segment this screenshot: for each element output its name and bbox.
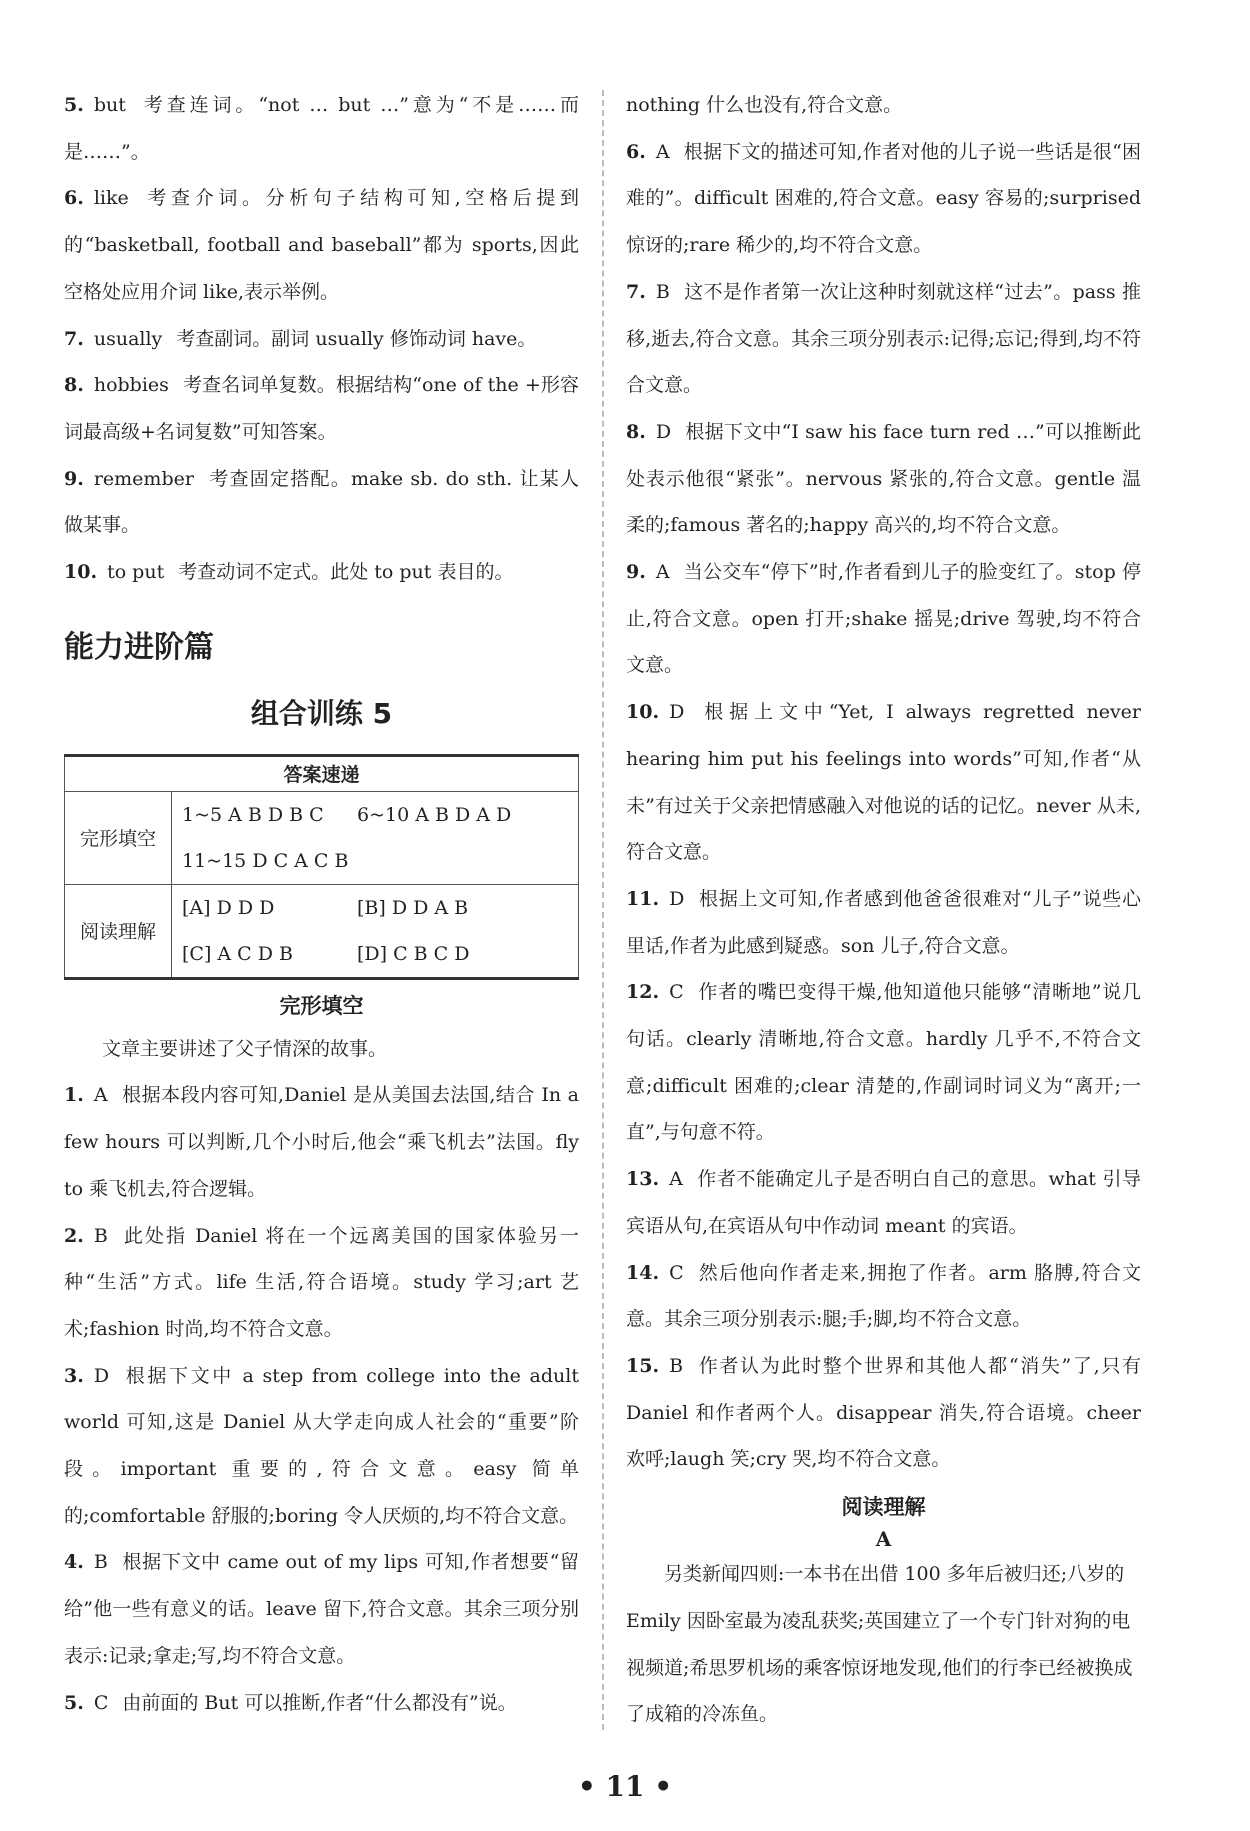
- answer-item: [626, 269, 1141, 409]
- table-cell: [A] D D D: [182, 896, 275, 919]
- item-number: 15.: [626, 1354, 660, 1377]
- item-answer: B: [93, 1551, 108, 1574]
- item-number: 6.: [64, 187, 84, 210]
- answer-item: [626, 129, 1141, 269]
- answer-item: [626, 876, 1141, 969]
- item-explanation: 考查连词。“not … but …”意为“不是……而是……”。: [64, 94, 579, 163]
- item-number: 8.: [64, 374, 84, 397]
- row-label-cloze: 完形填空: [65, 791, 172, 884]
- answer-item: [626, 969, 1141, 1156]
- item-explanation: 根据下文的描述可知,作者对他的儿子说一些话是很“困难的”。difficult 困难的,符合文意。easy 容易的;surprised 惊讶的;rare 稀少的,均不符合文意。: [626, 140, 1141, 257]
- item-explanation: 根据下文中“I saw his face turn red …”可以推断此处表示他很“紧张”。nervous 紧张的,符合文意。gentle 温柔的;famous 著名的;happy 高兴的,均不符合文意。: [626, 420, 1141, 537]
- cloze-title: 完形填空: [279, 993, 364, 1018]
- item-number: 11.: [626, 887, 660, 910]
- item-explanation: 这不是作者第一次让这种时刻就这样“过去”。pass 推移,逝去,符合文意。其余三项分别表示:记得;忘记;得到,均不符合文意。: [626, 280, 1141, 397]
- item-number: 4.: [64, 1551, 84, 1574]
- reading-intro: 另类新闻四则:一本书在出借 100 多年后被归还;八岁的 Emily 因卧室最为凌乱获奖;英国建立了一个专门针对狗的电视频道;希思罗机场的乘客惊讶地发现,他们的行李已经被换成了成箱的冷冻鱼。: [626, 1563, 1133, 1726]
- item-explanation: 作者的嘴巴变得干燥,他知道他只能够“清晰地”说几句话。clearly 清晰地,符合文意。hardly 几乎不,不符合文意;difficult 困难的;clear 清楚的,作副词时词义为“离开;一直”,与句意不符。: [626, 981, 1141, 1144]
- item-explanation: 考查名词单复数。根据结构“one of the +形容词最高级+名词复数”可知答案。: [64, 374, 579, 443]
- table-cell: [C] A C D B: [182, 942, 293, 965]
- column-divider: [602, 90, 604, 1730]
- item-explanation: 考查动词不定式。此处 to put 表目的。: [178, 561, 514, 584]
- answer-item: [626, 1156, 1141, 1249]
- item-number: 12.: [626, 981, 660, 1004]
- item-number: 9.: [64, 467, 84, 490]
- answer-item: [64, 1213, 579, 1353]
- item-number: 7.: [64, 327, 84, 350]
- reading-letter: A: [875, 1527, 892, 1552]
- table-cell: 1~5 A B D B C: [182, 803, 324, 826]
- answer-item: [64, 1353, 579, 1540]
- left-cloze-items: [64, 1072, 579, 1726]
- item-answer: but: [93, 94, 126, 116]
- page-number: • 11 •: [577, 1770, 673, 1803]
- item-explanation: 当公交车“停下”时,作者看到儿子的脸变红了。stop 停止,符合文意。open 打开;shake 摇晃;drive 驾驶,均不符合文意。: [626, 561, 1141, 677]
- unit-title: 组合训练 5: [250, 696, 393, 730]
- answer-item: [626, 689, 1141, 876]
- item-answer: like: [93, 187, 129, 210]
- section-title: 能力进阶篇: [64, 629, 214, 665]
- table-row: [65, 791, 579, 884]
- answer-item: [64, 1680, 579, 1727]
- right-column: [626, 82, 1141, 1738]
- answer-item: [626, 549, 1141, 689]
- item-number: 14.: [626, 1261, 660, 1284]
- item-explanation: 根据上文可知,作者感到他爸爸很难对“儿子”说些心里话,作者为此感到疑惑。son 儿子,符合文意。: [626, 887, 1141, 957]
- item-number: 10.: [64, 561, 98, 584]
- item-explanation: 考查介词。分析句子结构可知,空格后提到的“basketball, football and baseball”都为 sports,因此空格处应用介词 like,表示举例。: [64, 187, 579, 303]
- item-answer: A: [655, 140, 670, 163]
- answer-table-header: 答案速递: [65, 755, 579, 791]
- item-answer: C: [93, 1691, 109, 1714]
- item-number: 13.: [626, 1168, 660, 1191]
- answer-item: [64, 316, 579, 363]
- answer-item: [626, 1250, 1141, 1343]
- item-number: 3.: [64, 1364, 84, 1387]
- answer-item: [64, 175, 579, 315]
- item-number: 1.: [64, 1084, 84, 1107]
- left-top-items: [64, 82, 579, 596]
- answer-item: [626, 409, 1141, 549]
- item-number: 2.: [64, 1224, 84, 1247]
- item-number: 5.: [64, 1691, 84, 1714]
- answer-table: [64, 754, 579, 980]
- item-number: 8.: [626, 420, 646, 443]
- item-answer: B: [655, 280, 670, 303]
- answer-item: [64, 1072, 579, 1212]
- item-number: 6.: [626, 140, 646, 163]
- item-answer: A: [655, 561, 670, 584]
- item-explanation: 考查副词。副词 usually 修饰动词 have。: [176, 327, 537, 350]
- item-answer: A: [93, 1084, 108, 1107]
- right-cloze-items: [626, 129, 1141, 1483]
- table-cell: [B] D D A B: [357, 896, 469, 919]
- left-column: [64, 82, 579, 1726]
- item-answer: hobbies: [93, 374, 169, 397]
- item-answer: D: [93, 1364, 110, 1387]
- item-answer: D: [669, 887, 685, 910]
- item-answer: D: [669, 701, 685, 724]
- item-explanation: 根据下文中 came out of my lips 可知,作者想要“留给”他一些有意义的话。leave 留下,符合文意。其余三项分别表示:记录;拿走;写,均不符合文意。: [64, 1551, 579, 1667]
- cloze-intro: 文章主要讲述了父子情深的故事。: [102, 1037, 388, 1060]
- item-number: 10.: [626, 701, 660, 724]
- item-explanation: 根据上文中“Yet, I always regretted never hearing him put his feelings into words”可知,作者“从未”有过关于父亲把情感融入对他说的话的记忆。never 从未,符合文意。: [626, 701, 1141, 864]
- item-answer: C: [669, 1261, 684, 1284]
- row-label-reading: 阅读理解: [65, 884, 172, 978]
- item-answer: usually: [93, 327, 163, 350]
- item-answer: remember: [93, 467, 194, 490]
- item-answer: B: [93, 1224, 108, 1247]
- answer-item: [626, 1343, 1141, 1483]
- table-cell: 6~10 A B D A D: [357, 803, 512, 826]
- item-explanation: 此处指 Daniel 将在一个远离美国的国家体验另一种“生活”方式。life 生活,符合语境。study 学习;art 艺术;fashion 时尚,均不符合文意。: [64, 1224, 579, 1340]
- item-number: 5.: [64, 94, 84, 116]
- table-cell: 11~15 D C A C B: [182, 849, 349, 872]
- table-row: [65, 884, 579, 978]
- item-answer: A: [669, 1168, 683, 1191]
- item-explanation: 作者认为此时整个世界和其他人都“消失”了,只有 Daniel 和作者两个人。disappear 消失,符合语境。cheer 欢呼;laugh 笑;cry 哭,均不符合文意。: [626, 1354, 1141, 1471]
- item-answer: B: [669, 1354, 684, 1377]
- item-answer: to put: [107, 561, 165, 584]
- table-cell: [D] C B C D: [357, 942, 470, 965]
- answer-item: [64, 1539, 579, 1679]
- answer-item: [64, 456, 579, 549]
- answer-item: [64, 549, 579, 596]
- item-explanation: 根据下文中 a step from college into the adult world 可知,这是 Daniel 从大学走向成人社会的“重要”阶段。important 重要的,符合文意。easy 简单的;comfortable 舒服的;boring 令人厌烦的,均不符合文意。: [64, 1364, 579, 1527]
- continuation-text: nothing 什么也没有,符合文意。: [626, 94, 903, 116]
- item-explanation: 然后他向作者走来,拥抱了作者。arm 胳膊,符合文意。其余三项分别表示:腿;手;脚,均不符合文意。: [626, 1261, 1141, 1331]
- item-answer: D: [655, 420, 672, 443]
- answer-item: [64, 362, 579, 455]
- answer-item: [64, 82, 579, 175]
- item-explanation: 考查固定搭配。make sb. do sth. 让某人做某事。: [64, 467, 579, 537]
- item-explanation: 根据本段内容可知,Daniel 是从美国去法国,结合 In a few hours 可以判断,几个小时后,他会“乘飞机去”法国。fly to 乘飞机去,符合逻辑。: [64, 1084, 579, 1200]
- item-explanation: 由前面的 But 可以推断,作者“什么都没有”说。: [122, 1691, 517, 1714]
- item-answer: C: [669, 981, 684, 1004]
- item-explanation: 作者不能确定儿子是否明白自己的意思。what 引导宾语从句,在宾语从句中作动词 meant 的宾语。: [626, 1168, 1141, 1237]
- reading-title: 阅读理解: [841, 1495, 926, 1520]
- item-number: 7.: [626, 280, 646, 303]
- item-number: 9.: [626, 561, 646, 584]
